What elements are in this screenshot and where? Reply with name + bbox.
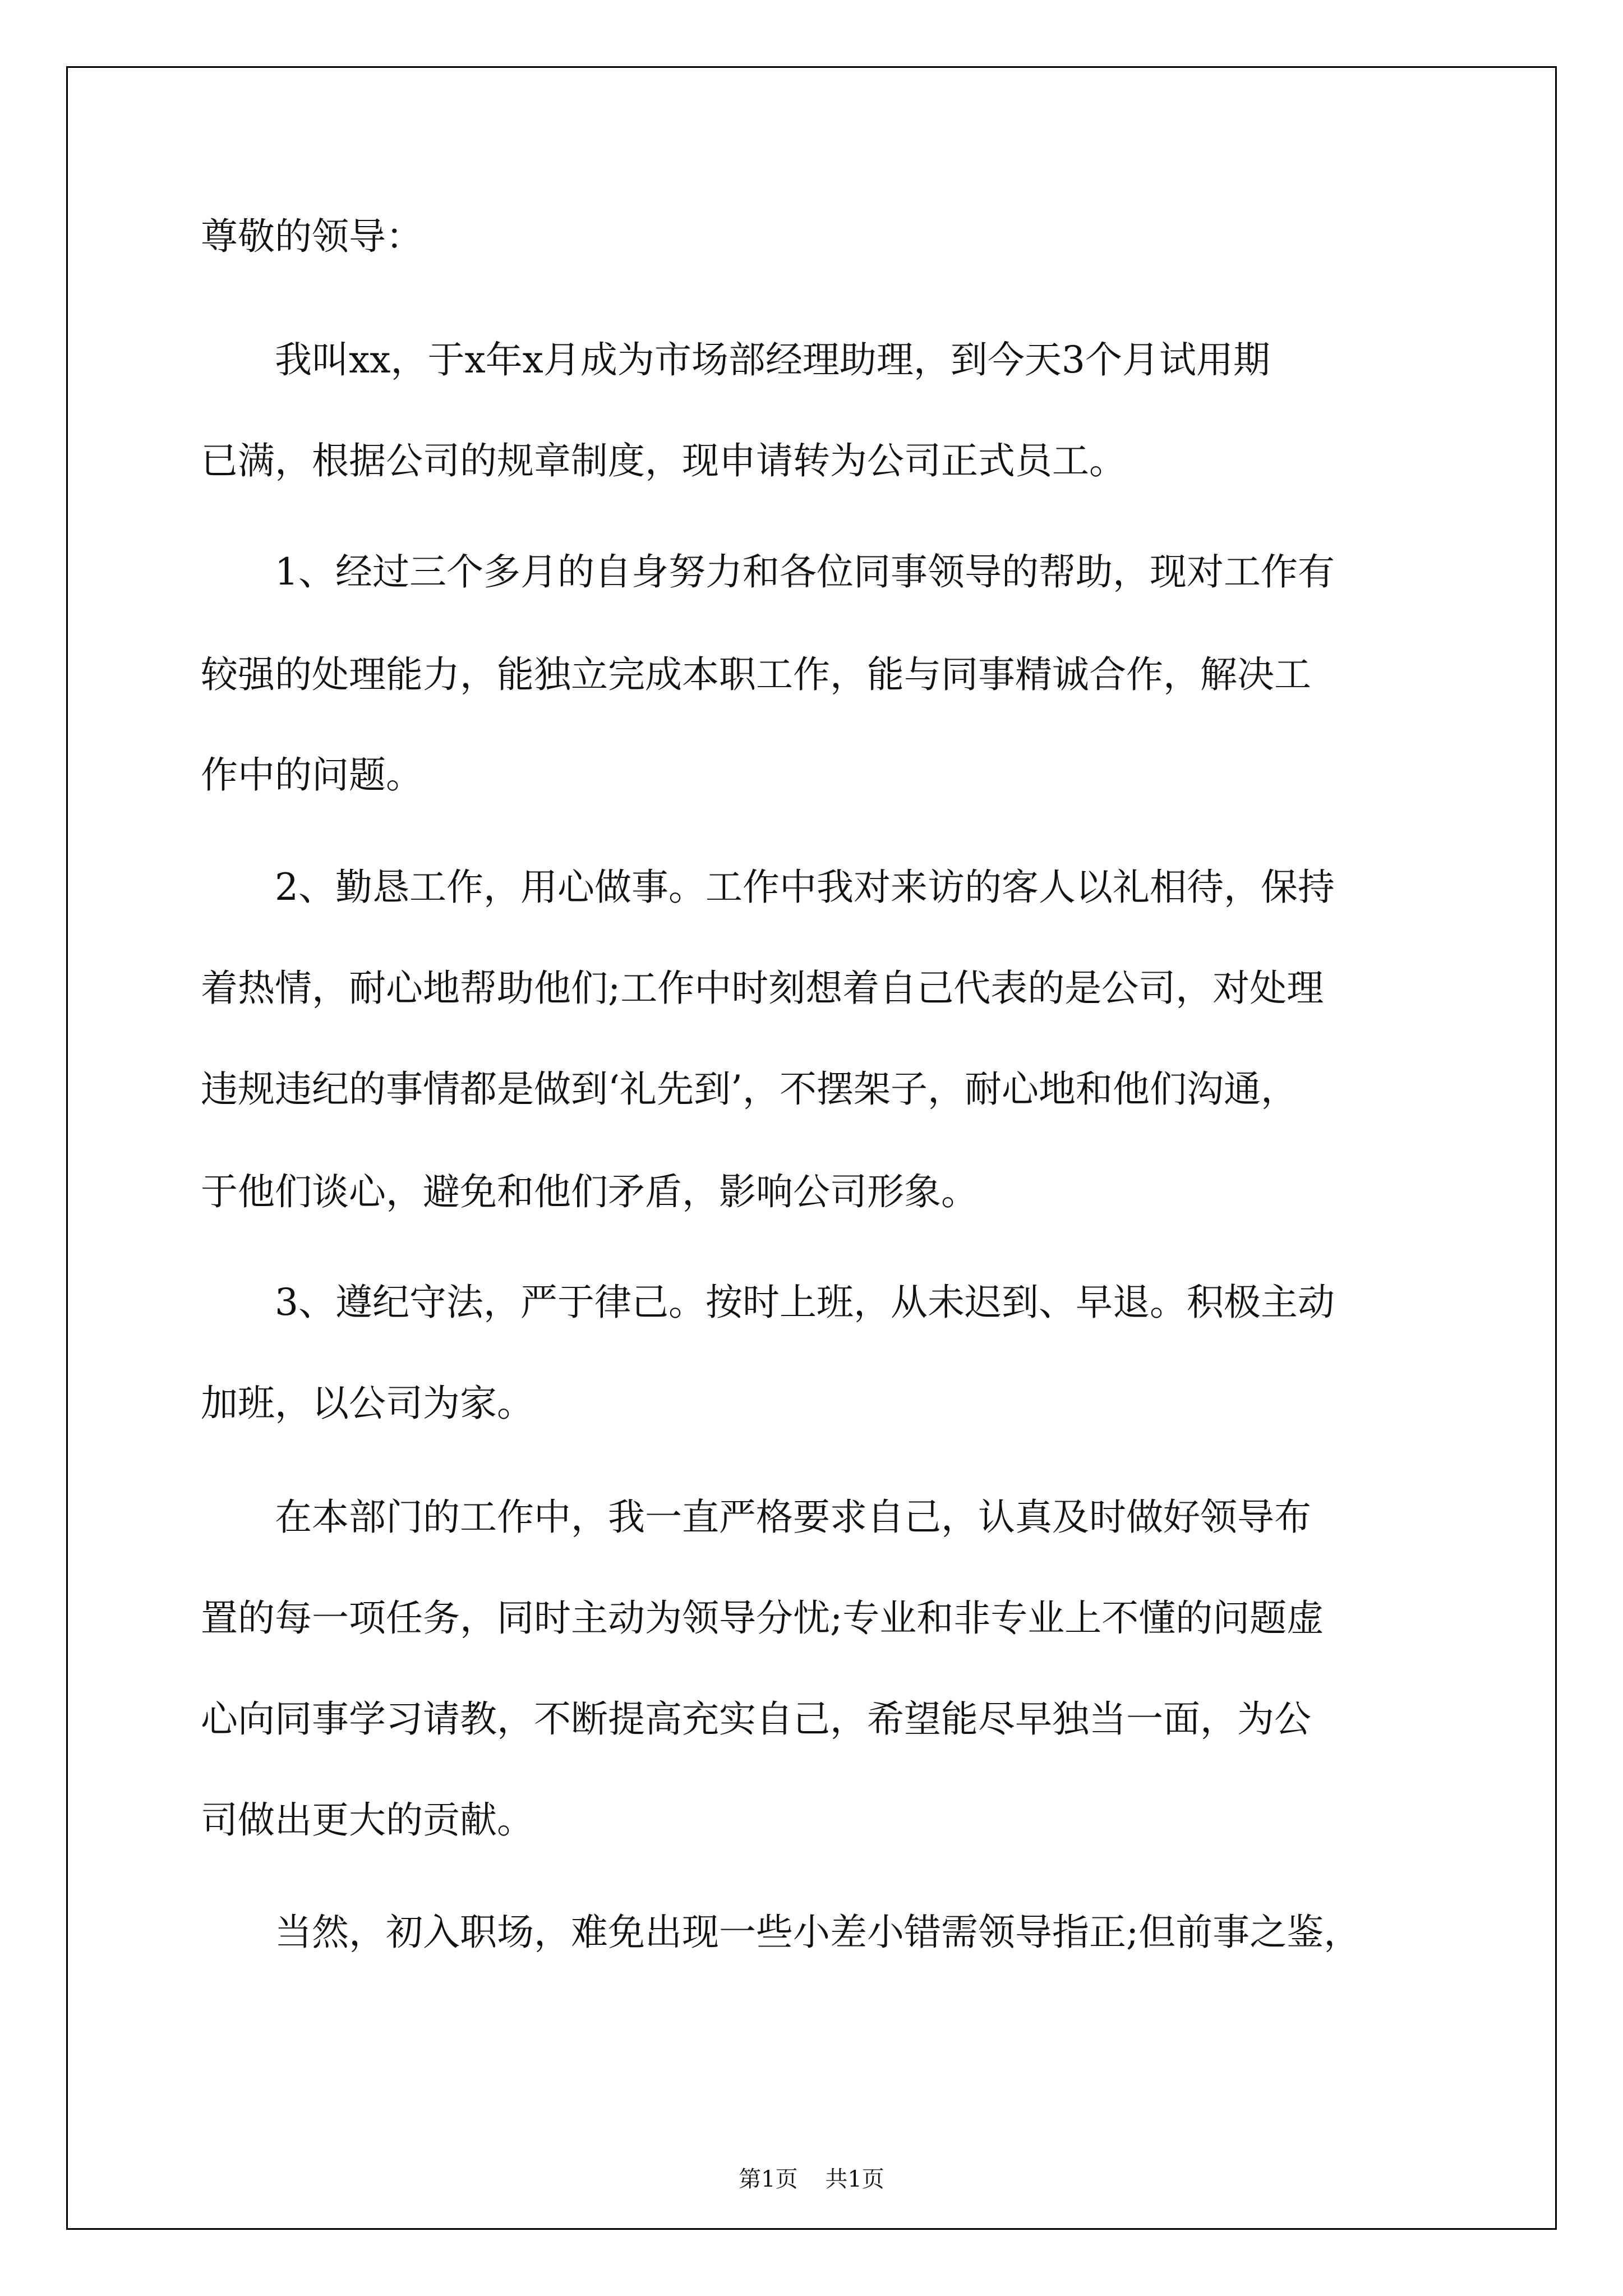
salutation: 尊敬的领导： xyxy=(201,215,423,258)
paragraph-line: 于他们谈心，避免和他们矛盾，影响公司形象。 xyxy=(201,1170,978,1213)
paragraph-line: 已满，根据公司的规章制度，现申请转为公司正式员工。 xyxy=(201,439,1126,482)
paragraph-line: 司做出更大的贡献。 xyxy=(201,1798,534,1842)
paragraph-line: 置的每一项任务，同时主动为领导分忧;专业和非专业上不懂的问题虚 xyxy=(201,1596,1324,1640)
page-footer xyxy=(0,2165,1623,2193)
paragraph-line: 在本部门的工作中，我一直严格要求自己，认真及时做好领导布 xyxy=(275,1496,1311,1539)
paragraph-line: 违规违纪的事情都是做到‘礼先到’，不摆架子，耐心地和他们沟通， xyxy=(201,1068,1298,1111)
paragraph-line: 较强的处理能力，能独立完成本职工作，能与同事精诚合作，解决工 xyxy=(201,653,1311,696)
paragraph-line: 作中的问题。 xyxy=(201,753,423,797)
page-number-total: 共1页 xyxy=(825,2166,884,2192)
paragraph-line: 我叫xx，于x年x月成为市场部经理助理，到今天3个月试用期 xyxy=(275,338,1270,381)
paragraph-line: 心向同事学习请教，不断提高充实自己，希望能尽早独当一面，为公 xyxy=(201,1697,1311,1741)
paragraph-line: 当然，初入职场，难免出现一些小差小错需领导指正;但前事之鉴， xyxy=(275,1911,1361,1954)
paragraph-line: 3、遵纪守法，严于律己。按时上班，从未迟到、早退。积极主动 xyxy=(275,1281,1335,1324)
paragraph-line: 加班，以公司为家。 xyxy=(201,1382,534,1425)
page-number-current: 第1页 xyxy=(739,2166,798,2192)
paragraph-line: 着热情，耐心地帮助他们;工作中时刻想着自己代表的是公司，对处理 xyxy=(201,967,1324,1010)
page-border xyxy=(66,66,1557,2230)
paragraph-line: 1、经过三个多月的自身努力和各位同事领导的帮助，现对工作有 xyxy=(275,550,1335,593)
paragraph-line: 2、勤恳工作，用心做事。工作中我对来访的客人以礼相待，保持 xyxy=(275,866,1335,909)
